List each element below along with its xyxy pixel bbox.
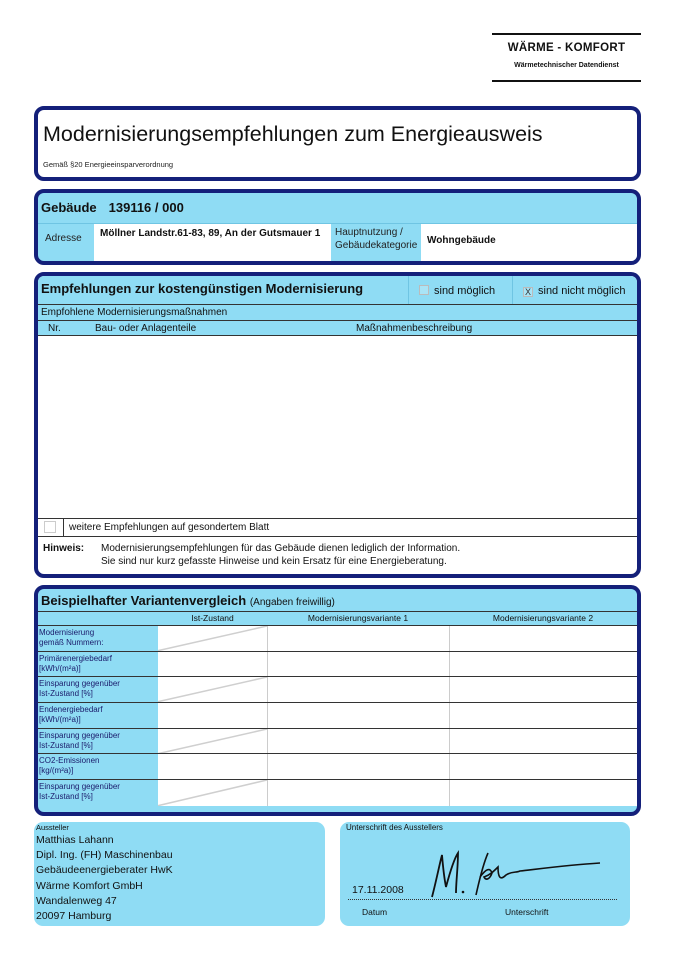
signature-dotted-line bbox=[348, 899, 617, 900]
variants-header bbox=[41, 593, 335, 608]
usage-label: Hauptnutzung / Gebäudekategorie bbox=[335, 227, 418, 251]
issuer-street: Wandalenweg 47 bbox=[36, 894, 117, 907]
strike-icon bbox=[158, 780, 267, 806]
recommendations-box bbox=[34, 272, 641, 578]
issuer-company: Wärme Komfort GmbH bbox=[36, 879, 143, 892]
checkbox-not-possible[interactable]: X bbox=[524, 287, 531, 297]
cell-variant-2[interactable] bbox=[449, 729, 637, 754]
row-label: Endenergiebedarf [kWh/(m²a)] bbox=[39, 705, 103, 725]
signature-box bbox=[340, 822, 630, 926]
note-line-1: Modernisierungsempfehlungen für das Gebäude dienen lediglich der Information. bbox=[101, 543, 461, 554]
issuer-label: Aussteller bbox=[36, 823, 69, 832]
option-possible[interactable] bbox=[408, 276, 512, 304]
date-label: Datum bbox=[362, 907, 388, 917]
cell-variant-2[interactable] bbox=[449, 703, 637, 728]
row-label: Modernisierung gemäß Nummern: bbox=[39, 628, 104, 647]
note-label: Hinweis: bbox=[43, 543, 85, 554]
cell-variant-1[interactable] bbox=[267, 677, 449, 702]
variants-row bbox=[38, 703, 637, 729]
note-text bbox=[101, 542, 621, 568]
measures-column-header bbox=[38, 320, 637, 336]
issuer-details bbox=[36, 833, 173, 924]
cell-ist bbox=[158, 780, 267, 806]
issuer-name: Matthias Lahann bbox=[36, 834, 114, 846]
issuer-degree: Dipl. Ing. (FH) Maschinenbau bbox=[36, 849, 173, 862]
cell-variant-2[interactable] bbox=[449, 652, 637, 677]
strike-icon bbox=[158, 729, 267, 754]
cell-variant-1[interactable] bbox=[267, 729, 449, 754]
address-label: Adresse bbox=[45, 233, 82, 244]
strike-icon bbox=[158, 677, 267, 702]
cell-variant-2[interactable] bbox=[449, 780, 637, 806]
building-info-row bbox=[38, 223, 637, 261]
note-line-2: Sie sind nur kurz gefasste Hinweise und kein Ersatz für eine Energieberatung. bbox=[101, 556, 447, 567]
column-description: Maßnahmenbeschreibung bbox=[356, 323, 473, 334]
variants-column-header bbox=[38, 611, 637, 626]
building-id: 139116 / 000 bbox=[108, 200, 184, 215]
building-label: Gebäude bbox=[41, 200, 97, 215]
more-recommendations-label: weitere Empfehlungen auf gesondertem Blatt bbox=[69, 522, 270, 533]
variants-row bbox=[38, 780, 637, 806]
row-label: Einsparung gegenüber Ist-Zustand [%] bbox=[39, 730, 120, 750]
variants-row bbox=[38, 729, 637, 755]
building-header bbox=[41, 200, 196, 215]
cell-ist bbox=[158, 729, 267, 754]
column-variant-1: Modernisierungsvariante 1 bbox=[307, 613, 409, 623]
logo-name: WÄRME - KOMFORT bbox=[507, 42, 626, 54]
more-recommendations-checkbox[interactable] bbox=[38, 519, 64, 536]
cell-variant-2[interactable] bbox=[449, 626, 637, 651]
logo-subtitle: Wärmetechnischer Datendienst bbox=[514, 62, 619, 69]
variants-row bbox=[38, 626, 637, 652]
variants-row bbox=[38, 754, 637, 780]
more-recommendations-row[interactable] bbox=[38, 518, 637, 537]
logo-bottom-rule bbox=[492, 80, 641, 82]
logo-top-rule bbox=[492, 33, 641, 35]
variants-title-note: (Angaben freiwillig) bbox=[249, 597, 335, 608]
cell-variant-1[interactable] bbox=[267, 703, 449, 728]
issuer-role: Gebäudeenergieberater HwK bbox=[36, 864, 173, 877]
page-title: Modernisierungsempfehlungen zum Energieausweis bbox=[43, 122, 543, 146]
signature-box-label: Unterschrift des Ausstellers bbox=[346, 823, 443, 832]
recommendations-header bbox=[38, 276, 637, 304]
checkbox-possible[interactable] bbox=[419, 285, 429, 295]
company-logo bbox=[492, 33, 641, 82]
option-possible-label: sind möglich bbox=[434, 285, 496, 297]
column-variant-2: Modernisierungsvariante 2 bbox=[492, 613, 594, 623]
measures-subheader: Empfohlene Modernisierungsmaßnahmen bbox=[38, 304, 637, 320]
variants-box bbox=[34, 585, 641, 816]
cell-variant-1[interactable] bbox=[267, 652, 449, 677]
column-component: Bau- oder Anlagenteile bbox=[95, 323, 197, 334]
cell-variant-2[interactable] bbox=[449, 677, 637, 702]
row-label: CO2-Emissionen [kg/(m²a)] bbox=[39, 756, 100, 776]
signature-label: Unterschrift bbox=[505, 907, 549, 917]
issuer-city: 20097 Hamburg bbox=[36, 910, 112, 923]
variants-row bbox=[38, 652, 637, 678]
cell-ist[interactable] bbox=[158, 703, 267, 728]
cell-ist bbox=[158, 677, 267, 702]
cell-variant-1[interactable] bbox=[267, 626, 449, 651]
cell-ist[interactable] bbox=[158, 652, 267, 677]
page-subtitle: Gemäß §20 Energieeinsparverordnung bbox=[43, 160, 174, 169]
signature-date: 17.11.2008 bbox=[352, 884, 404, 896]
building-box bbox=[34, 189, 641, 265]
option-not-possible[interactable] bbox=[512, 276, 637, 304]
column-ist: Ist-Zustand bbox=[191, 613, 234, 623]
cell-variant-2[interactable] bbox=[449, 754, 637, 779]
cell-ist bbox=[158, 626, 267, 651]
title-box bbox=[34, 106, 641, 181]
variants-rows bbox=[38, 626, 637, 806]
recommendations-title: Empfehlungen zur kostengünstigen Modernisierung bbox=[41, 281, 364, 296]
cell-ist[interactable] bbox=[158, 754, 267, 779]
variants-title: Beispielhafter Variantenvergleich bbox=[41, 593, 247, 608]
option-not-possible-label: sind nicht möglich bbox=[538, 285, 626, 297]
strike-icon bbox=[158, 626, 267, 651]
address-value[interactable]: Möllner Landstr.61-83, 89, An der Gutsmauer 1 bbox=[94, 224, 331, 262]
cell-variant-1[interactable] bbox=[267, 780, 449, 806]
row-label: Primärenergiebedarf [kWh/(m²a)] bbox=[39, 653, 112, 673]
row-label: Einsparung gegenüber Ist-Zustand [%] bbox=[39, 782, 120, 802]
checkbox-icon bbox=[44, 521, 56, 533]
measures-table-body[interactable] bbox=[38, 336, 637, 518]
column-nr: Nr. bbox=[48, 323, 61, 334]
cell-variant-1[interactable] bbox=[267, 754, 449, 779]
variants-row bbox=[38, 677, 637, 703]
handwritten-signature-icon bbox=[428, 847, 608, 902]
issuer-box bbox=[34, 822, 325, 926]
row-label: Einsparung gegenüber Ist-Zustand [%] bbox=[39, 679, 120, 699]
usage-value[interactable]: Wohngebäude bbox=[421, 224, 637, 262]
